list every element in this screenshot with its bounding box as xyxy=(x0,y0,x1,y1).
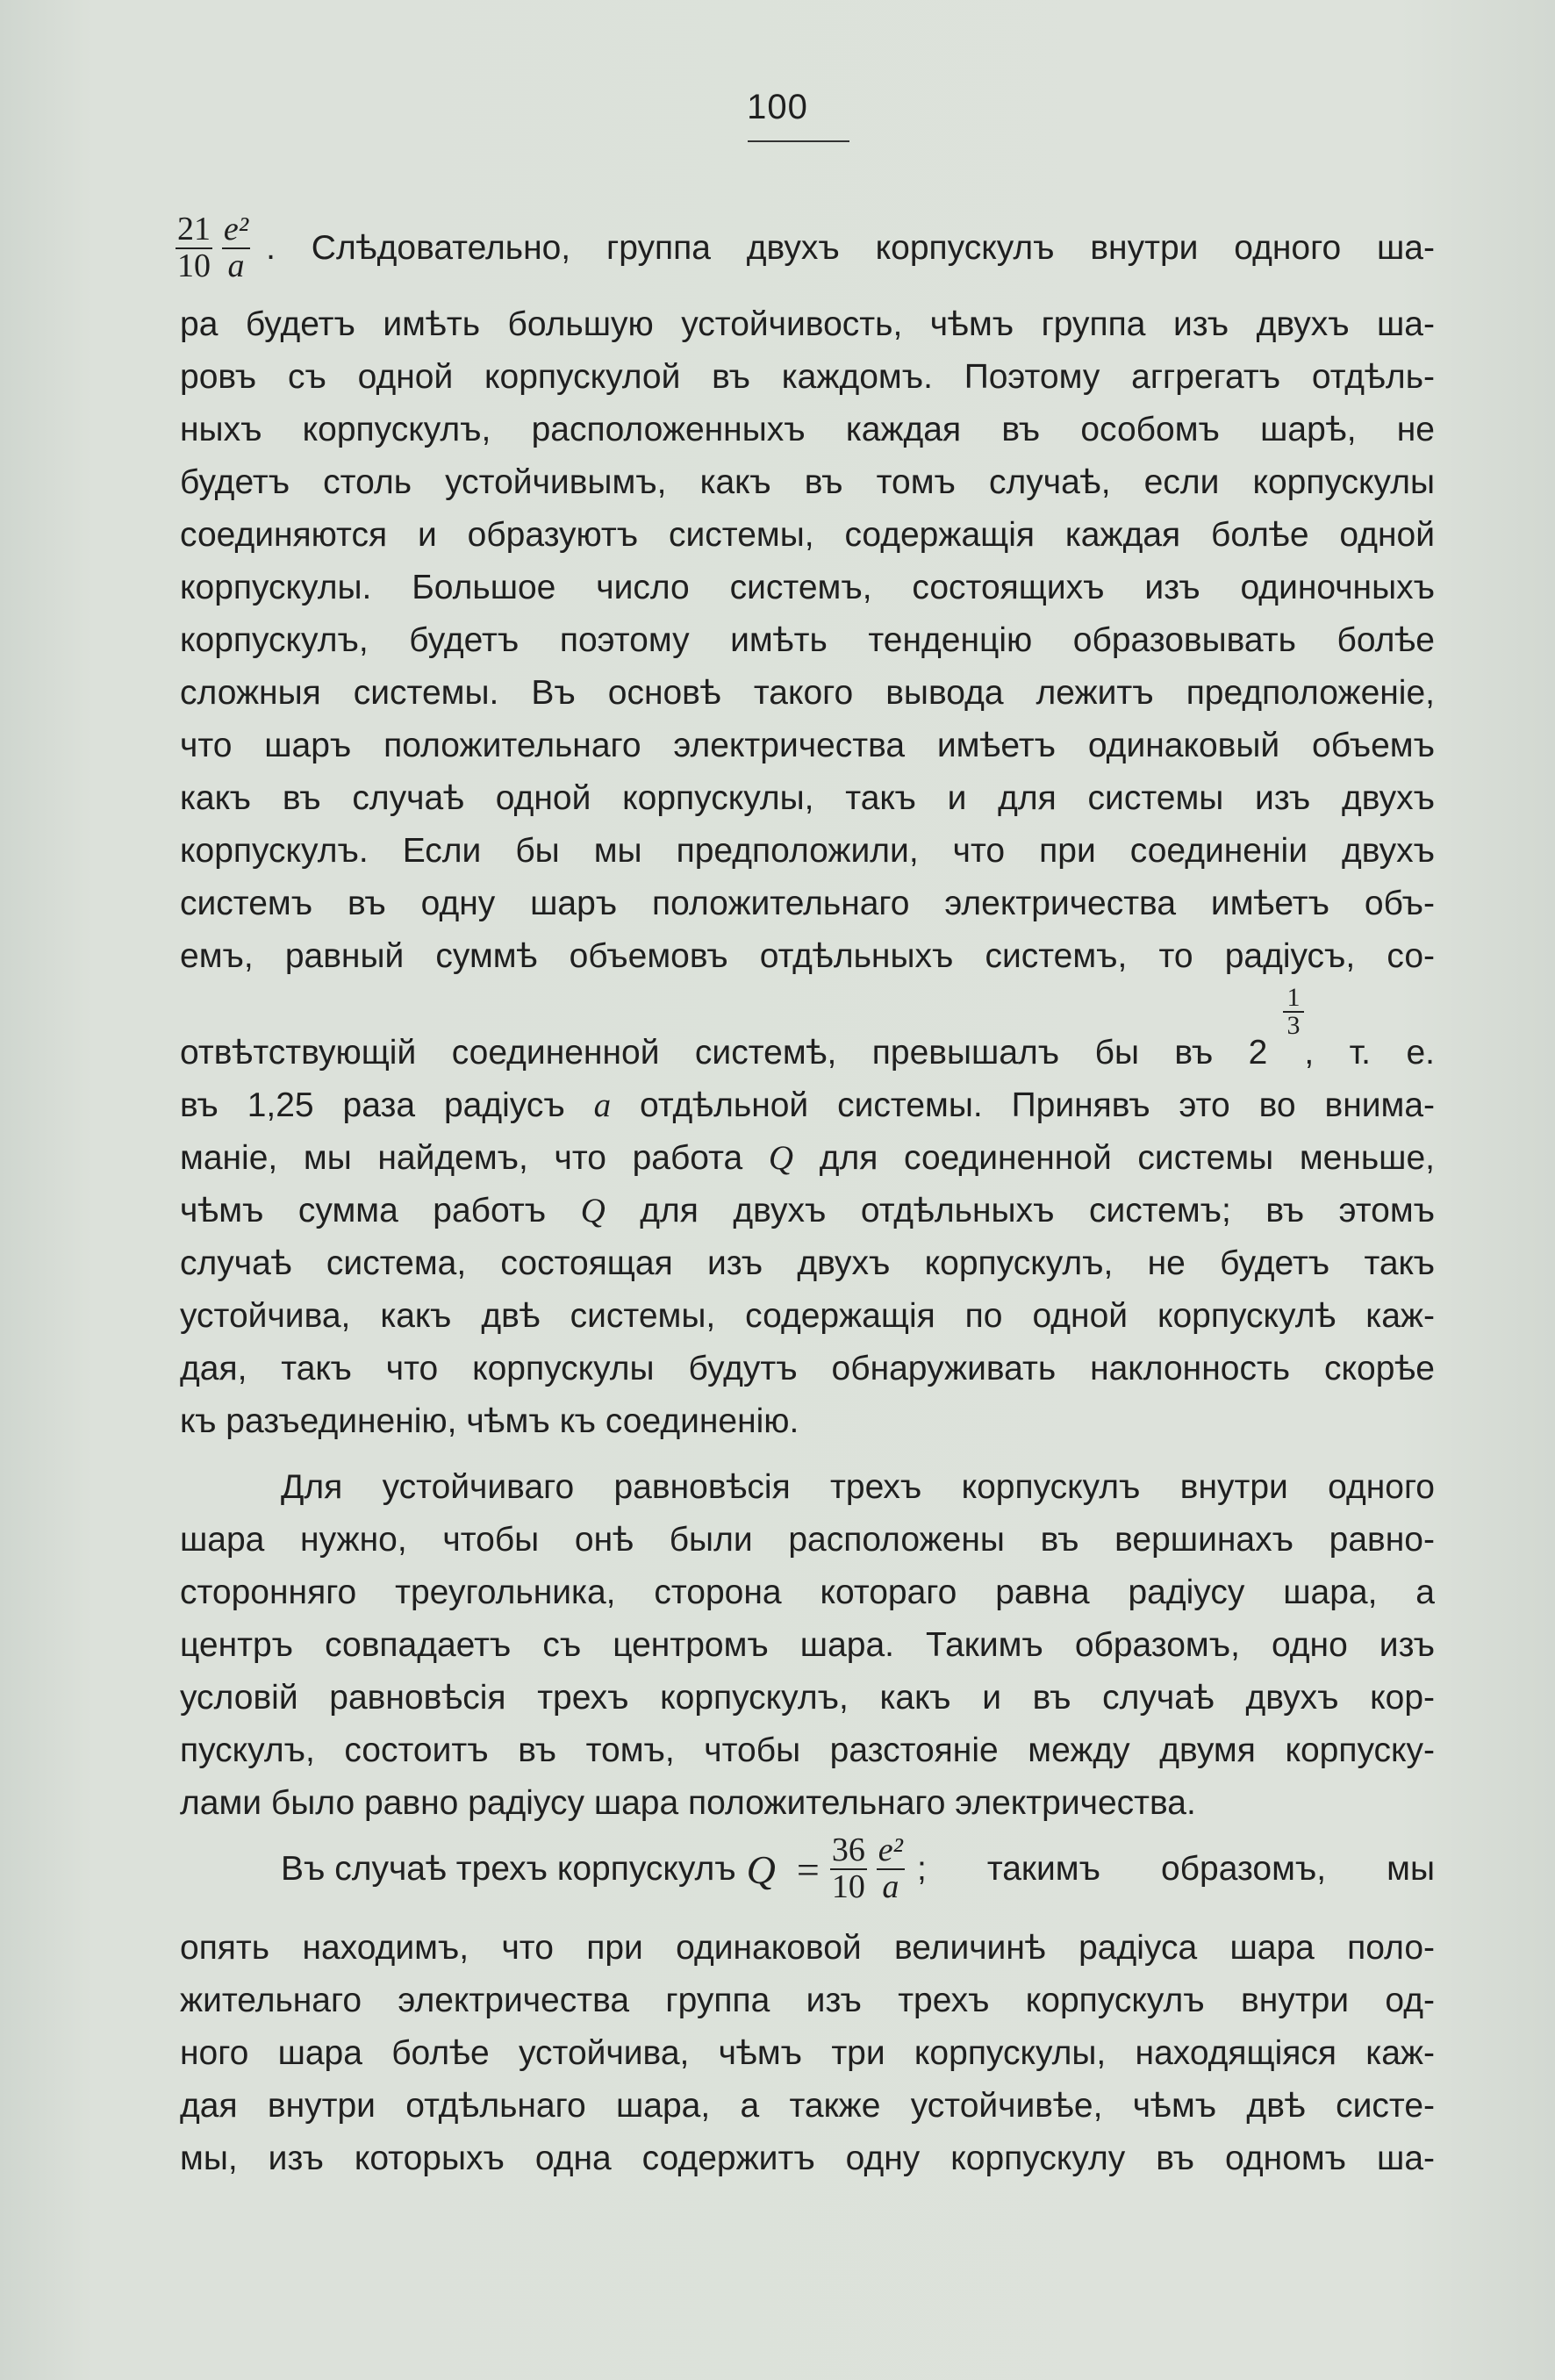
exponent-numerator: 1 xyxy=(1283,985,1304,1013)
first-line xyxy=(176,200,1435,297)
equation-line xyxy=(281,1821,1435,1918)
page-number-rule xyxy=(748,140,849,142)
fraction-denominator: a xyxy=(227,247,245,284)
text-segment: для соединенной системы меньше, xyxy=(793,1139,1435,1177)
text-segment: ; такимъ образомъ, мы xyxy=(916,1850,1435,1888)
fraction-coefficient xyxy=(176,212,212,284)
text-line: сторонняго треугольника, сторона котораго равна радіусу шара, а xyxy=(180,1574,1435,1611)
text-line: дая, такъ что корпускулы будутъ обнаруживать наклонность скорѣе xyxy=(180,1350,1435,1387)
text-segment: въ 1,25 раза радіусъ xyxy=(180,1086,594,1124)
text-line: лами было равно радіусу шара положительнаго электричества. xyxy=(180,1784,1196,1822)
text-line-with-exponent xyxy=(180,1027,1435,1079)
exponent-fraction-1-3 xyxy=(1283,985,1304,1039)
text-line: шара нужно, чтобы онѣ были расположены въ вершинахъ равно- xyxy=(180,1521,1435,1559)
text-line xyxy=(180,1185,1435,1237)
fraction-numerator: e² xyxy=(878,1832,903,1869)
text-segment: маніе, мы найдемъ, что работа xyxy=(180,1139,769,1177)
exponent-denominator: 3 xyxy=(1286,1011,1301,1040)
text-line: опять находимъ, что при одинаковой величинѣ радіуса шара поло- xyxy=(180,1929,1435,1967)
text-line: къ разъединенію, чѣмъ къ соединенію. xyxy=(180,1402,799,1440)
fraction-numerator: 21 xyxy=(177,211,211,248)
text-line: ра будетъ имѣть большую устойчивость, чѣмъ группа изъ двухъ ша- xyxy=(180,305,1435,343)
text-line: соединяются и образуютъ системы, содержащія каждая болѣе одной xyxy=(180,516,1435,554)
text-line: корпускулы. Большое число системъ, состоящихъ изъ одиночныхъ xyxy=(180,569,1435,606)
text-line: пускулъ, состоитъ въ томъ, чтобы разстояніе между двумя корпуску- xyxy=(180,1731,1435,1769)
math-variable-q: Q xyxy=(768,1139,794,1177)
text-line xyxy=(180,1079,1435,1132)
text-line: . Слѣдовательно, группа двухъ корпускулъ внутри одного ша- xyxy=(266,229,1435,267)
text-line: Для устойчиваго равновѣсія трехъ корпускулъ внутри одного xyxy=(281,1468,1435,1506)
text-line: системъ въ одну шаръ положительнаго электричества имѣетъ объ- xyxy=(180,885,1435,922)
text-line: мы, изъ которыхъ одна содержитъ одну корпускулу въ одномъ ша- xyxy=(180,2140,1435,2177)
page-number: 100 xyxy=(747,88,808,126)
fraction-coefficient xyxy=(830,1833,867,1905)
text-line: дая внутри отдѣльнаго шара, а также устойчивѣе, чѣмъ двѣ систе- xyxy=(180,2087,1435,2125)
math-variable-q: Q xyxy=(580,1192,606,1229)
text-line: случаѣ система, состоящая изъ двухъ корпускулъ, не будетъ такъ xyxy=(180,1244,1435,1282)
text-line: устойчива, какъ двѣ системы, содержащія по одной корпускулѣ каж- xyxy=(180,1297,1435,1335)
text-segment: , т. е. xyxy=(1304,1034,1435,1072)
fraction-denominator: 10 xyxy=(831,1868,865,1905)
text-line: условій равновѣсія трехъ корпускулъ, какъ и въ случаѣ двухъ кор- xyxy=(180,1679,1435,1717)
text-line: корпускулъ, будетъ поэтому имѣть тенденцію образовывать болѣе xyxy=(180,621,1435,659)
text-segment: отдѣльной системы. Принявъ это во внима- xyxy=(611,1086,1436,1124)
text-line xyxy=(180,1132,1435,1185)
equals-sign: = xyxy=(796,1846,820,1892)
fraction-denominator: a xyxy=(882,1868,899,1905)
text-line: будетъ столь устойчивымъ, какъ въ томъ случаѣ, если корпускулы xyxy=(180,463,1435,501)
fraction-numerator: 36 xyxy=(831,1832,865,1869)
text-segment: отвѣтствующій соединенной системѣ, превышалъ бы въ 2 xyxy=(180,1034,1268,1072)
fraction-variable xyxy=(222,212,250,284)
text-segment: Въ случаѣ трехъ корпускулъ xyxy=(281,1850,736,1888)
fraction-21-10-e2-a xyxy=(176,212,250,284)
fraction-36-10-e2-a xyxy=(830,1833,905,1905)
math-variable-q: Q xyxy=(746,1846,776,1892)
text-segment: для двухъ отдѣльныхъ системъ; въ этомъ xyxy=(605,1192,1436,1229)
text-line: какъ въ случаѣ одной корпускулы, такъ и для системы изъ двухъ xyxy=(180,779,1435,817)
fraction-numerator: e² xyxy=(223,211,249,248)
text-line: емъ, равный суммѣ объемовъ отдѣльныхъ системъ, то радіусъ, со- xyxy=(180,937,1435,975)
text-line: корпускулъ. Если бы мы предположили, что при соединеніи двухъ xyxy=(180,832,1435,870)
text-line: центръ совпадаетъ съ центромъ шара. Такимъ образомъ, одно изъ xyxy=(180,1626,1435,1664)
math-variable-a: a xyxy=(593,1086,612,1124)
fraction-variable xyxy=(877,1833,905,1905)
text-line: сложныя системы. Въ основѣ такого вывода лежитъ предположеніе, xyxy=(180,674,1435,712)
text-line: ныхъ корпускулъ, расположенныхъ каждая въ особомъ шарѣ, не xyxy=(180,411,1435,448)
text-segment: чѣмъ сумма работъ xyxy=(180,1192,581,1229)
text-line: ровъ съ одной корпускулой въ каждомъ. Поэтому аггрегатъ отдѣль- xyxy=(180,358,1435,396)
fraction-denominator: 10 xyxy=(177,247,211,284)
text-line: жительнаго электричества группа изъ трехъ корпускулъ внутри од- xyxy=(180,1982,1435,2019)
text-line: что шаръ положительнаго электричества имѣетъ одинаковый объемъ xyxy=(180,727,1435,764)
text-line: ного шара болѣе устойчива, чѣмъ три корпускулы, находящіяся каж- xyxy=(180,2034,1435,2072)
